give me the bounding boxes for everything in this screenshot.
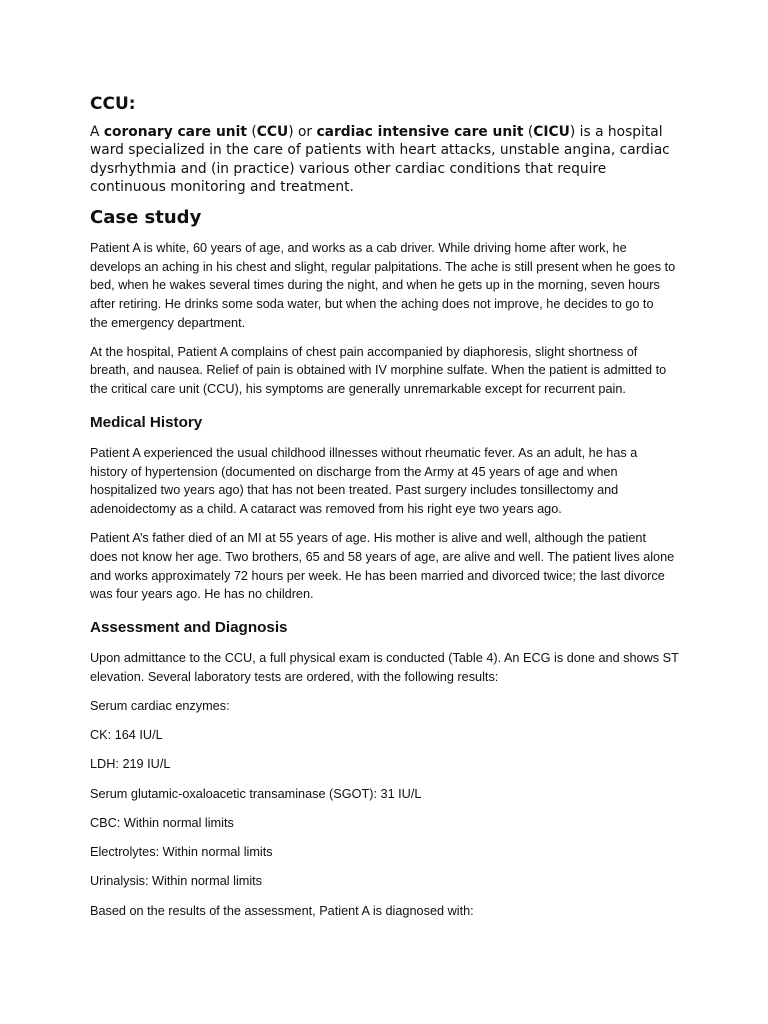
medical-history-paragraph	[90, 529, 690, 604]
paragraph-line: dysrhythmia and (in practice) various other cardiac conditions that require	[90, 160, 607, 177]
lab-result-name: CBC:	[90, 815, 121, 830]
text-run: A	[90, 123, 104, 140]
bold-abbreviation: CICU	[533, 123, 570, 140]
paragraph-line: continuous monitoring and treatment.	[90, 178, 354, 195]
diagnosis-lead-in: Based on the results of the assessment, Patient A is diagnosed with:	[90, 903, 474, 918]
paragraph-line: the critical care unit (CCU), his symptoms are generally unremarkable except for recurrent pain.	[90, 382, 626, 397]
paragraph-line: was four years ago. He has no children.	[90, 587, 314, 602]
text-run: (	[523, 123, 534, 140]
case-study-paragraph	[90, 239, 690, 332]
paragraph-line: and works approximately 72 hours per week. He has been married and divorced twice; the last divorce	[90, 568, 665, 583]
paragraph-line: bed, when he wakes several times during the night, and when he gets up in the morning, seven hours	[90, 278, 660, 293]
lab-result-name: Electrolytes:	[90, 845, 160, 860]
document-body	[90, 93, 690, 920]
case-study-paragraph	[90, 343, 690, 399]
lab-result-row	[90, 726, 690, 745]
lab-result-value: Within normal limits	[123, 815, 234, 830]
paragraph-line: develops an aching in his chest and slight, regular palpitations. The ache is still present when he goes to	[90, 259, 676, 274]
paragraph-line: Upon admittance to the CCU, a full physical exam is conducted (Table 4). An ECG is done and shows ST	[90, 651, 679, 666]
lab-result-row	[90, 843, 690, 862]
paragraph-line: ward specialized in the care of patients with heart attacks, unstable angina, cardiac	[90, 142, 670, 159]
paragraph-line: Patient A is white, 60 years of age, and works as a cab driver. While driving home after work, he	[90, 240, 627, 255]
paragraph-line: At the hospital, Patient A complains of chest pain accompanied by diaphoresis, slight shortness of	[90, 344, 638, 359]
paragraph-line: hospitalized two years ago) that has not been treated. Past surgery includes tonsillectomy and	[90, 483, 619, 498]
lab-result-name: Urinalysis:	[90, 874, 149, 889]
section-heading-medical-history: Medical History	[90, 414, 203, 432]
bold-abbreviation: CCU	[256, 123, 289, 140]
lab-result-row	[90, 814, 690, 833]
lab-result-name: CK:	[90, 728, 112, 743]
paragraph-line: Patient A’s father died of an MI at 55 years of age. His mother is alive and well, although the patient	[90, 531, 646, 546]
lab-result-value: Within normal limits	[152, 874, 263, 889]
bold-term: cardiac intensive care unit	[316, 123, 524, 140]
section-heading-assessment: Assessment and Diagnosis	[90, 619, 288, 637]
lab-result-name: LDH:	[90, 757, 119, 772]
paragraph-line	[90, 123, 690, 141]
lab-enzymes-label: Serum cardiac enzymes:	[90, 698, 230, 713]
paragraph-line: after retiring. He drinks some soda water, but when the aching does not improve, he decides to go to	[90, 296, 654, 311]
ccu-definition-paragraph	[90, 123, 690, 196]
lab-result-row	[90, 755, 690, 774]
lab-result-value: 31 IU/L	[380, 786, 422, 801]
bold-term: coronary care unit	[103, 123, 247, 140]
lab-result-row	[90, 872, 690, 891]
paragraph-line: breath, and nausea. Relief of pain is obtained with IV morphine sulfate. When the patient is admitted to	[90, 363, 667, 378]
paragraph-line: Patient A experienced the usual childhood illnesses without rheumatic fever. As an adult, he has a	[90, 445, 638, 460]
paragraph-line: does not know her age. Two brothers, 65 and 58 years of age, are alive and well. The patient lives alone	[90, 549, 675, 564]
lab-result-value: Within normal limits	[162, 845, 273, 860]
section-heading-case-study: Case study	[90, 207, 202, 229]
lab-result-value: 219 IU/L	[122, 757, 171, 772]
lab-result-row	[90, 785, 690, 804]
paragraph-line: adenoidectomy as a child. A cataract was removed from his right eye two years ago.	[90, 501, 562, 516]
medical-history-paragraph	[90, 444, 690, 519]
text-run: (	[246, 123, 257, 140]
paragraph-line: the emergency department.	[90, 315, 246, 330]
section-heading-ccu: CCU:	[90, 94, 136, 115]
paragraph-line: elevation. Several laboratory tests are ordered, with the following results:	[90, 669, 499, 684]
assessment-paragraph	[90, 649, 690, 686]
text-run: ) or	[288, 123, 317, 140]
paragraph-line: history of hypertension (documented on discharge from the Army at 45 years of age and when	[90, 464, 618, 479]
text-run: ) is a hospital	[569, 123, 663, 140]
lab-result-value: 164 IU/L	[114, 728, 163, 743]
lab-result-name: Serum glutamic-oxaloacetic transaminase (SGOT):	[90, 786, 377, 801]
